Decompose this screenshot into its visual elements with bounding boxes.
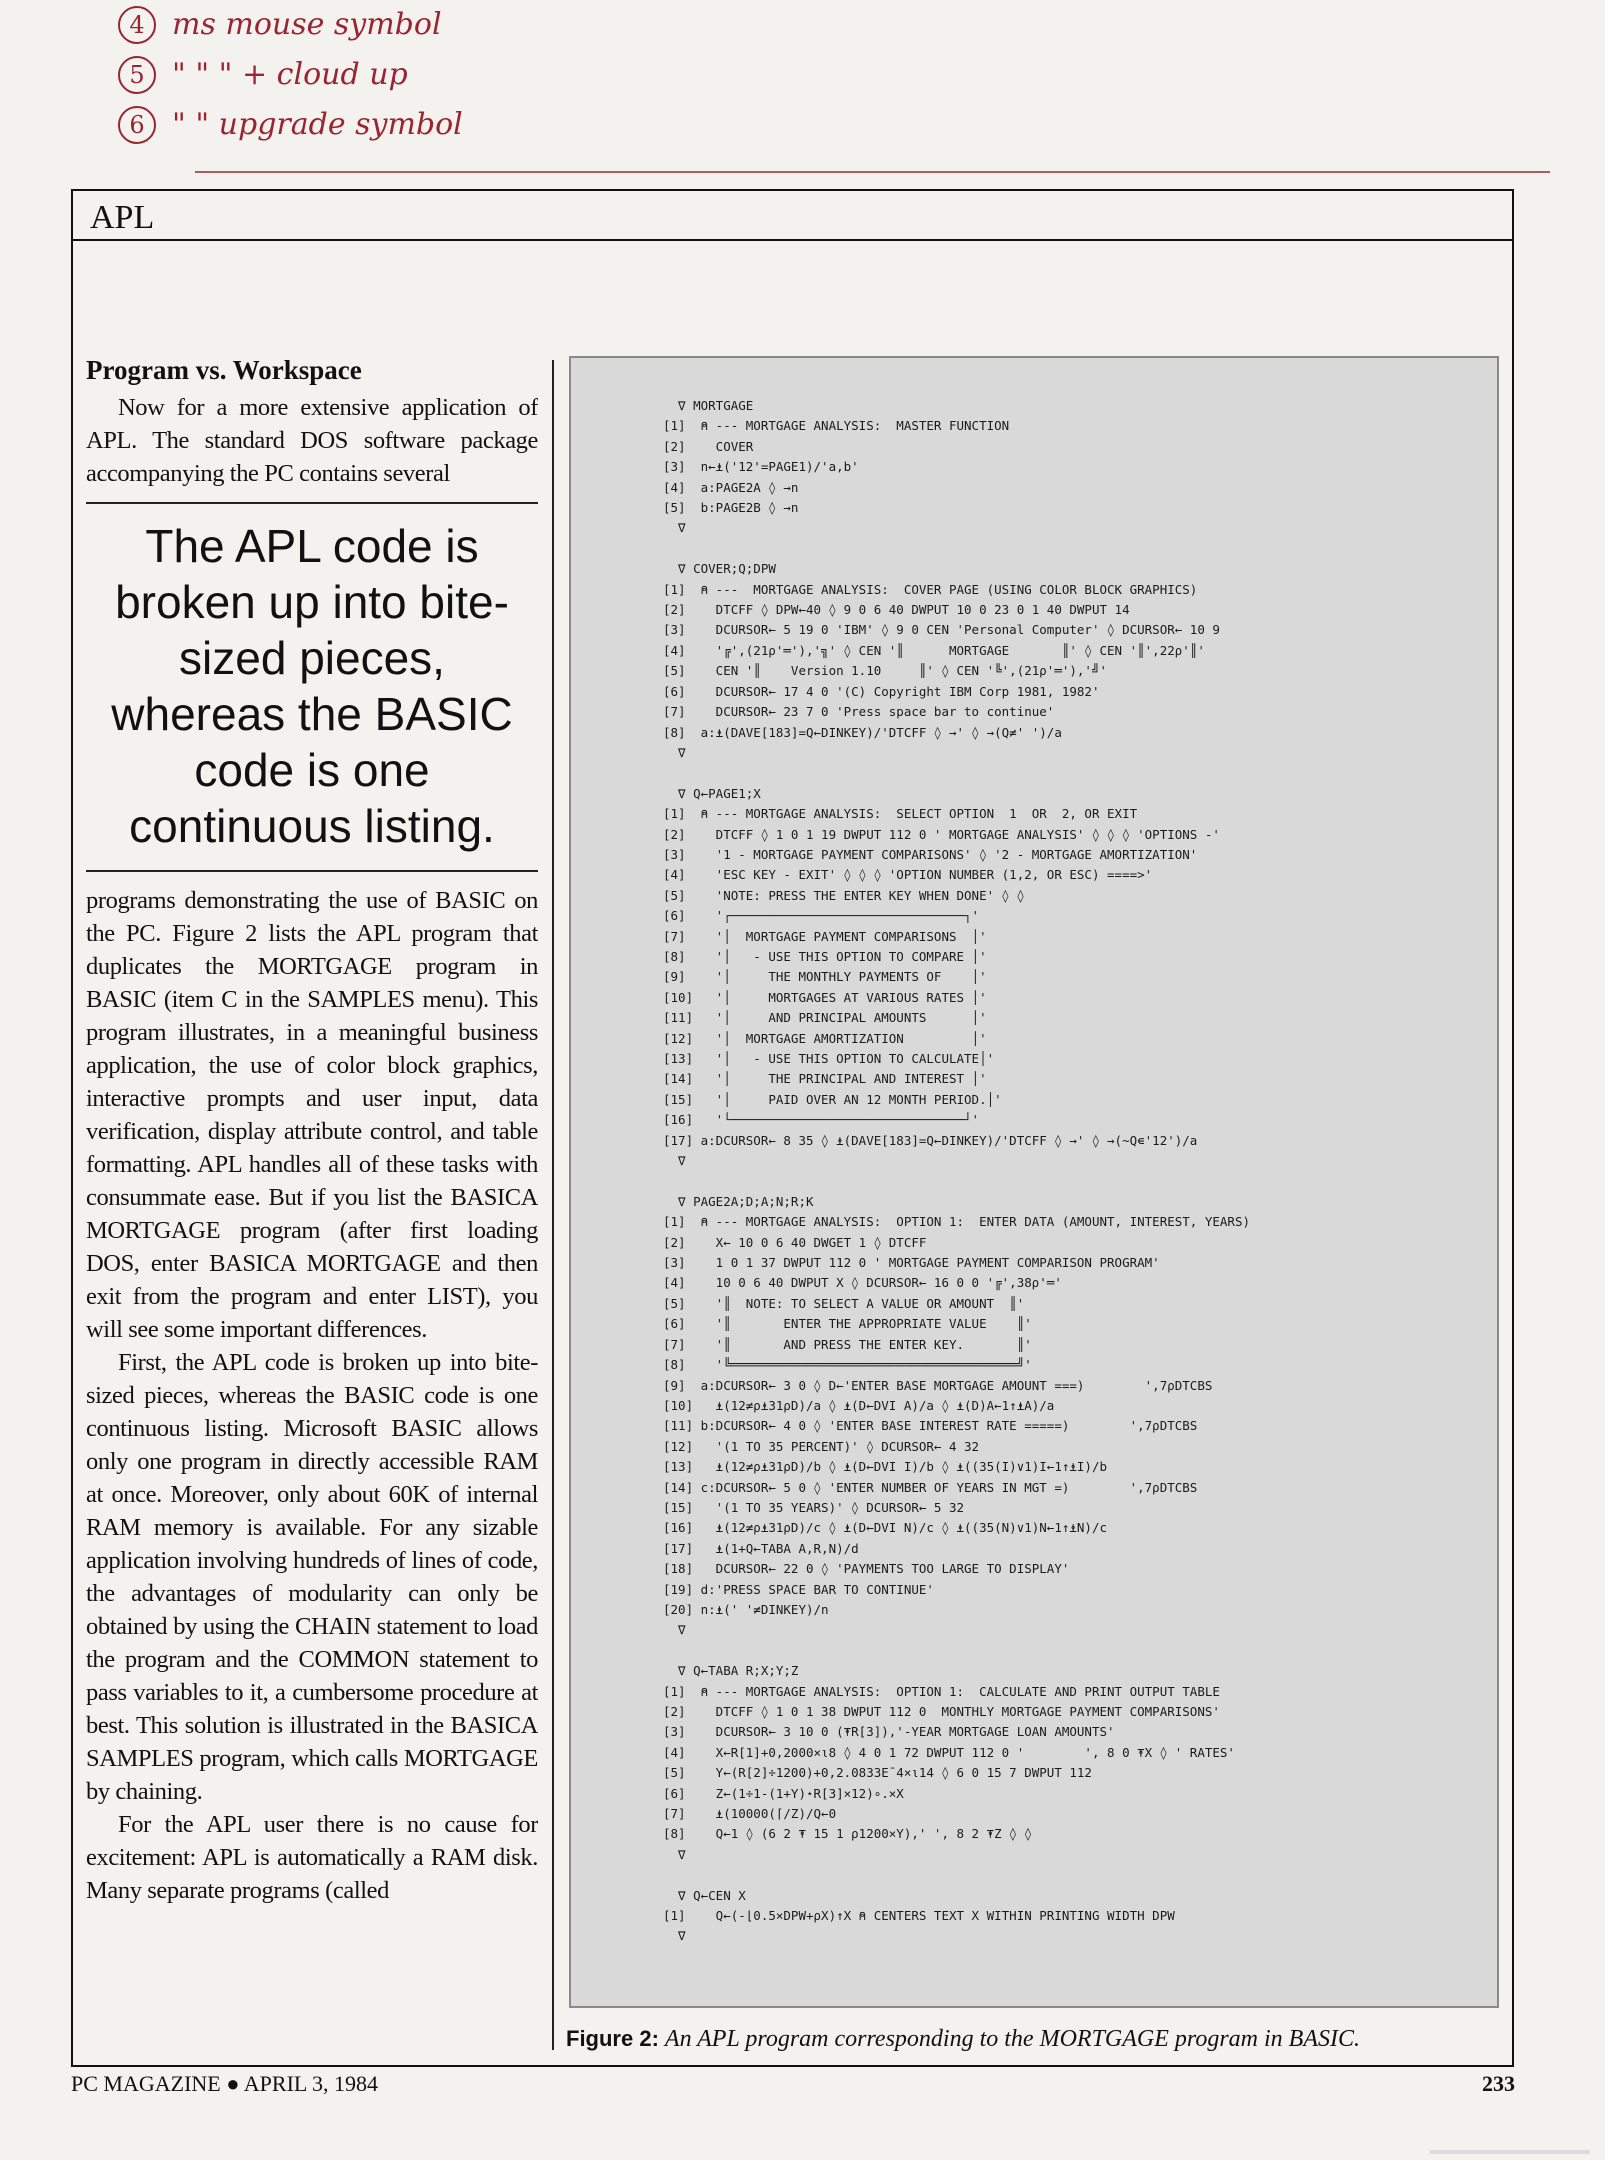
running-footer: PC MAGAZINE ● APRIL 3, 1984 <box>71 2071 379 2096</box>
pull-quote: The APL code is broken up into bite-sized pieces, whereas the BASIC code is one continuous listing. <box>86 502 538 872</box>
article-column <box>86 350 538 2050</box>
paragraph-1: Now for a more extensive application of APL. The standard DOS software package accompanying the PC contains several <box>86 394 538 487</box>
subhead: Program vs. Workspace <box>86 355 362 385</box>
note-number: 6 <box>118 106 156 144</box>
figure-caption <box>566 2024 1360 2054</box>
page-number: 233 <box>1482 2071 1515 2096</box>
note-number: 4 <box>118 6 156 44</box>
handwritten-note-5 <box>118 56 638 94</box>
figure-label: Figure 2: <box>566 2026 659 2051</box>
note-text: ms mouse symbol <box>172 7 442 42</box>
figure-caption-text: An APL program corresponding to the MORTGAGE program in BASIC. <box>664 2026 1361 2052</box>
code-figure <box>569 356 1499 2008</box>
paragraph-2: programs demonstrating the use of BASIC on the PC. Figure 2 lists the APL program that duplicates the MORTGAGE program in BASIC (item C in the SAMPLES menu). This program illustrates, in a meaningful business application, the use of color block graphics, interactive prompts and user input, data verification, display attribute control, and table formatting. APL handles all of these tasks with consummate ease. But if you list the BASICA MORTGAGE program (after first loading DOS, enter BASICA MORTGAGE and then exit from the program and enter LIST), you will see some important differences. <box>86 887 538 1343</box>
apl-code-listing: ∇ MORTGAGE [1] ⍝ --- MORTGAGE ANALYSIS: MASTER FUNCTION [2] COVER [3] n←⍎('12'=PAGE1)/'a,b' [4] a:PAGE2A ◊ →n [5] b:PAGE2B ◊ →n ∇ ∇ COVER;Q;DPW [1] ⍝ --- MORTGAGE ANALYSIS: COVER PAGE (USING COLOR BLOCK GRAPHICS) [2] DTCFF ◊ DPW←40 ◊ 9 0 6 40 DWPUT 10 0 23 0 1 40 DWPUT 14 [3] DCURSOR← 5 19 0 'IBM' ◊ 9 0 CEN 'Personal Computer' ◊ DCURSOR← 10 9 [4] '╔',(21⍴'═'),'╗' ◊ CEN '║ MORTGAGE ║' ◊ CEN '║',22⍴'║' [5] CEN '║ Version 1.10 ║' ◊ CEN '╚',(21⍴'═'),'╝' [6] DCURSOR← 17 4 0 '(C) Copyright IBM Corp 1981, 1982' [7] DCURSOR← 23 7 0 'Press space bar to continue' [8] a:⍎(DAVE[183]=Q←DINKEY)/'DTCFF ◊ →' ◊ →(Q≠' ')/a ∇ ∇ Q←PAGE1;X [1] ⍝ --- MORTGAGE ANALYSIS: SELECT OPTION 1 OR 2, OR EXIT [2] DTCFF ◊ 1 0 1 19 DWPUT 112 0 ' MORTGAGE ANALYSIS' ◊ ◊ ◊ 'OPTIONS -' [3] '1 - MORTGAGE PAYMENT COMPARISONS' ◊ '2 - MORTGAGE AMORTIZATION' [4] 'ESC KEY - EXIT' ◊ ◊ ◊ 'OPTION NUMBER (1,2, OR ESC) ====>' [5] 'NOTE: PRESS THE ENTER KEY WHEN DONE' ◊ ◊ [6] '┌───────────────────────────────┐' [7] '│ MORTGAGE PAYMENT COMPARISONS │' [8] '│ - USE THIS OPTION TO COMPARE │' [9] '│ THE MONTHLY PAYMENTS OF │' [10] '│ MORTGAGES AT VARIOUS RATES │' [11] '│ AND PRINCIPAL AMOUNTS │' [12] '│ MORTGAGE AMORTIZATION │' [13] '│ - USE THIS OPTION TO CALCULATE│' [14] '│ THE PRINCIPAL AND INTEREST │' [15] '│ PAID OVER AN 12 MONTH PERIOD.│' [16] '└───────────────────────────────┘' [17] a:DCURSOR← 8 35 ◊ ⍎(DAVE[183]=Q←DINKEY)/'DTCFF ◊ →' ◊ →(~Q∊'12')/a ∇ ∇ PAGE2A;D;A;N;R;K [1] ⍝ --- MORTGAGE ANALYSIS: OPTION 1: ENTER DATA (AMOUNT, INTEREST, YEARS) [2] X← 10 0 6 40 DWGET 1 ◊ DTCFF [3] 1 0 1 37 DWPUT 112 0 ' MORTGAGE PAYMENT COMPARISON PROGRAM' [4] 10 0 6 40 DWPUT X ◊ DCURSOR← 16 0 0 '╔',38⍴'═' [5] '║ NOTE: TO SELECT A VALUE OR AMOUNT ║' [6] '║ ENTER THE APPROPRIATE VALUE ║' [7] '║ AND PRESS THE ENTER KEY. ║' [8] '╚══════════════════════════════════════╝' [9] a:DCURSOR← 3 0 ◊ D←'ENTER BASE MORTGAGE AMOUNT ===) ',7⍴DTCBS [10] ⍎(12≠⍴⍎31⍴D)/a ◊ ⍎(D←DVI A)/a ◊ ⍎(D)A←1↑⍎A)/a [11] b:DCURSOR← 4 0 ◊ 'ENTER BASE INTEREST RATE =====) ',7⍴DTCBS [12] '(1 TO 35 PERCENT)' ◊ DCURSOR← 4 32 [13] ⍎(12≠⍴⍎31⍴D)/b ◊ ⍎(D←DVI I)/b ◊ ⍎((35(I)∨1)I←1↑⍎I)/b [14] c:DCURSOR← 5 0 ◊ 'ENTER NUMBER OF YEARS IN MGT =) ',7⍴DTCBS [15] '(1 TO 35 YEARS)' ◊ DCURSOR← 5 32 [16] ⍎(12≠⍴⍎31⍴D)/c ◊ ⍎(D←DVI N)/c ◊ ⍎((35(N)∨1)N←1↑⍎N)/c [17] ⍎(1+Q←TABA A,R,N)/d [18] DCURSOR← 22 0 ◊ 'PAYMENTS TOO LARGE TO DISPLAY' [19] d:'PRESS SPACE BAR TO CONTINUE' [20] n:⍎(' '≠DINKEY)/n ∇ ∇ Q←TABA R;X;Y;Z [1] ⍝ --- MORTGAGE ANALYSIS: OPTION 1: CALCULATE AND PRINT OUTPUT TABLE [2] DTCFF ◊ 1 0 1 38 DWPUT 112 0 MONTHLY MORTGAGE PAYMENT COMPARISONS' [3] DCURSOR← 3 10 0 (⍕R[3]),'-YEAR MORTGAGE LOAN AMOUNTS' [4] X←R[1]+0,2000×⍳8 ◊ 4 0 1 72 DWPUT 112 0 ' ', 8 0 ⍕X ◊ ' RATES' [5] Y←(R[2]÷1200)+0,2.0833E¯4×⍳14 ◊ 6 0 15 7 DWPUT 112 [6] Z←(1÷1-(1+Y)⋆R[3]×12)∘.×X [7] ⍎(10000(⌈/Z)/Q←0 [8] Q←1 ◊ (6 2 ⍕ 15 1 ⍴1200×Y),' ', 8 2 ⍕Z ◊ ◊ ∇ ∇ Q←CEN X [1] Q←(-⌊0.5×DPW+⍴X)↑X ⍝ CENTERS TEXT X WITHIN PRINTING WIDTH DPW ∇ <box>663 398 1250 1944</box>
section-title: APL <box>90 199 155 236</box>
scan-smudge <box>1430 2150 1590 2154</box>
paragraph-3: First, the APL code is broken up into bite-sized pieces, whereas the BASIC code is one continuous listing. Microsoft BASIC allows only one program in directly accessible RAM at once. Moreover, only about 60K of internal RAM memory is available. For any sizable application involving hundreds of lines of code, the advantages of modularity can only be obtained by using the CHAIN statement to load the program and the COMMON statement to pass variables to it, a cumbersome procedure at best. This solution is illustrated in the BASICA SAMPLES program, which calls MORTGAGE by chaining. <box>86 1349 538 1805</box>
column-divider <box>552 360 554 2050</box>
section-header-band <box>71 189 1514 241</box>
note-number: 5 <box>118 56 156 94</box>
note-text: " " " + cloud up <box>172 57 408 92</box>
annotation-rule <box>195 171 1550 173</box>
handwritten-note-6 <box>118 106 638 144</box>
paragraph-4: For the APL user there is no cause for excitement: APL is automatically a RAM disk. Many separate programs (called <box>86 1811 538 1904</box>
note-text: " " upgrade symbol <box>172 107 463 142</box>
handwritten-note-4 <box>118 6 638 44</box>
